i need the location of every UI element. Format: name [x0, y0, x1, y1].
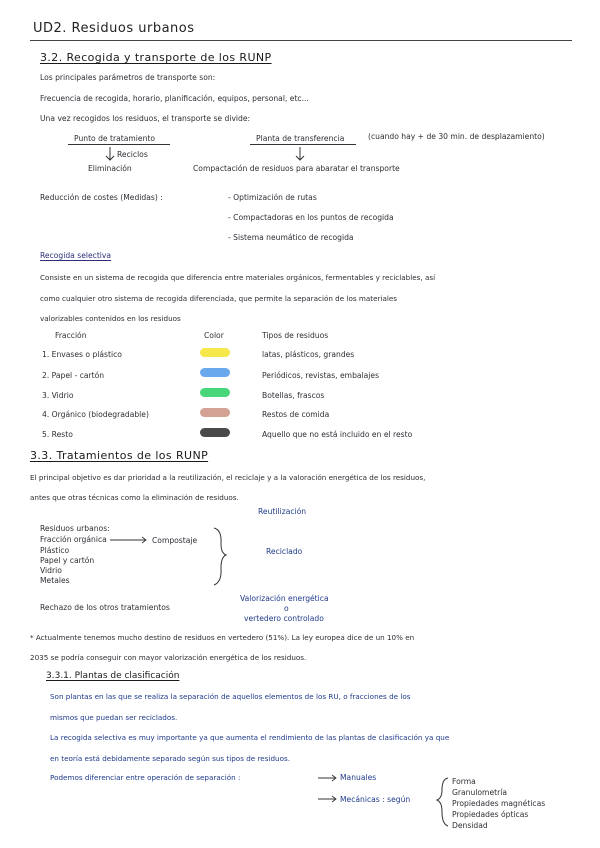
reduccion-costes: Reducción de costes (Medidas) :	[40, 193, 163, 202]
row-2-fraccion: 2. Papel - cartón	[42, 371, 105, 380]
mecanicas-label: Mecánicas : según	[340, 795, 411, 804]
col-header-tipos: Tipos de residuos	[262, 331, 329, 340]
arrow-punto	[106, 147, 114, 160]
residuo-organica: Fracción orgánica	[40, 535, 107, 544]
row-4-tipos: Restos de comida	[262, 410, 330, 419]
criterio-granulometria: Granulometría	[452, 788, 507, 797]
s33-intro-1: El principal objetivo es dar prioridad a la reutilización, el reciclaje y a la valoración energética de los residuos,	[30, 473, 426, 482]
arrow-planta	[296, 147, 304, 160]
row-1-fraccion: 1. Envases o plástico	[42, 350, 122, 359]
section-3-3-heading: 3.3. Tratamientos de los RUNP	[30, 449, 209, 462]
selectiva-text-1: Consiste en un sistema de recogida que diferencia entre materiales orgánicos, fermentables y reciclables, así	[40, 273, 436, 282]
valorizacion-label: Valorización energética	[240, 594, 329, 603]
s33-intro-2: antes que otras técnicas como la eliminación de residuos.	[30, 493, 239, 502]
residuo-plastico: Plástico	[40, 546, 70, 555]
criterio-densidad: Densidad	[452, 821, 488, 830]
s331-text-1: Son plantas en las que se realiza la separación de aquellos elementos de los RU, o fracciones de los	[50, 692, 411, 701]
s331-text-2: mismos que puedan ser reciclados.	[50, 713, 178, 722]
col-header-fraccion: Fracción	[55, 331, 87, 340]
planta-note: (cuando hay + de 30 min. de desplazamiento)	[368, 132, 545, 141]
s32-line3: Una vez recogidos los residuos, el transporte se divide:	[40, 114, 251, 123]
residuo-papel: Papel y cartón	[40, 556, 95, 565]
o-label: o	[284, 604, 289, 613]
criterio-magneticas: Propiedades magnéticas	[452, 799, 546, 808]
section-3-3-1-heading: 3.3.1. Plantas de clasificación	[46, 671, 180, 681]
residuo-metales: Metales	[40, 576, 70, 585]
selectiva-text-2: como cualquier otro sistema de recogida diferenciada, que permite la separación de los materiales	[40, 294, 398, 303]
s331-text-3: La recogida selectiva es muy importante ya que aumenta el rendimiento de las plantas de clasificación ya que	[50, 733, 450, 742]
arrow-manuales	[318, 775, 336, 781]
brace-criterios	[437, 778, 448, 826]
compostaje-label: Compostaje	[152, 536, 198, 545]
page-title: UD2. Residuos urbanos	[33, 21, 195, 36]
planta-transferencia: Planta de transferencia	[256, 134, 345, 143]
row-4-fraccion: 4. Orgánico (biodegradable)	[42, 410, 149, 419]
s331-text-4: en teoría está debidamente separado según sus tipos de residuos.	[50, 754, 290, 763]
arrow-mecanicas	[318, 796, 336, 802]
medida-1: - Optimización de rutas	[228, 193, 317, 202]
section-3-2-heading: 3.2. Recogida y transporte de los RUNP	[40, 51, 272, 64]
criterio-opticas: Propiedades ópticas	[452, 810, 529, 819]
nota-1: * Actualmente tenemos mucho destino de residuos en vertedero (51%). La ley europea dice de un 10% en	[30, 633, 415, 642]
nota-2: 2035 se podría conseguir con mayor valorización energética de los residuos.	[30, 653, 307, 662]
reutilizacion-label: Reutilización	[258, 507, 307, 516]
residuos-urbanos-label: Residuos urbanos:	[40, 524, 110, 533]
reciclos-label: Reciclos	[117, 150, 148, 159]
manuales-label: Manuales	[340, 773, 377, 782]
selectiva-text-3: valorizables contenidos en los residuos	[40, 314, 181, 323]
s32-line2: Frecuencia de recogida, horario, planificación, equipos, personal, etc...	[40, 94, 309, 103]
row-3-fraccion: 3. Vidrio	[42, 391, 74, 400]
row-5-fraccion: 5. Resto	[42, 430, 73, 439]
brace-residuos	[214, 528, 226, 585]
eliminacion-label: Eliminación	[88, 164, 132, 173]
vertedero-label: vertedero controlado	[244, 614, 324, 623]
s331-text-5: Podemos diferenciar entre operación de separación :	[50, 773, 241, 782]
row-1-tipos: latas, plásticos, grandes	[262, 350, 355, 359]
punto-tratamiento: Punto de tratamiento	[74, 134, 156, 143]
recogida-selectiva-title: Recogida selectiva	[40, 251, 112, 260]
medida-3: - Sistema neumático de recogida	[228, 233, 354, 242]
reciclado-label: Reciclado	[266, 547, 303, 556]
medida-2: - Compactadoras en los puntos de recogida	[228, 213, 394, 222]
s32-line1: Los principales parámetros de transporte son:	[40, 73, 216, 82]
row-3-tipos: Botellas, frascos	[262, 391, 325, 400]
criterio-forma: Forma	[452, 777, 476, 786]
rechazo-label: Rechazo de los otros tratamientos	[40, 603, 170, 612]
row-2-tipos: Periódicos, revistas, embalajes	[262, 371, 380, 380]
arrow-compostaje	[110, 537, 146, 543]
residuo-vidrio: Vidrio	[40, 566, 62, 575]
row-5-tipos: Aquello que no está incluido en el resto	[262, 430, 413, 439]
col-header-color: Color	[204, 331, 224, 340]
compactacion-label: Compactación de residuos para abaratar el transporte	[193, 164, 400, 173]
